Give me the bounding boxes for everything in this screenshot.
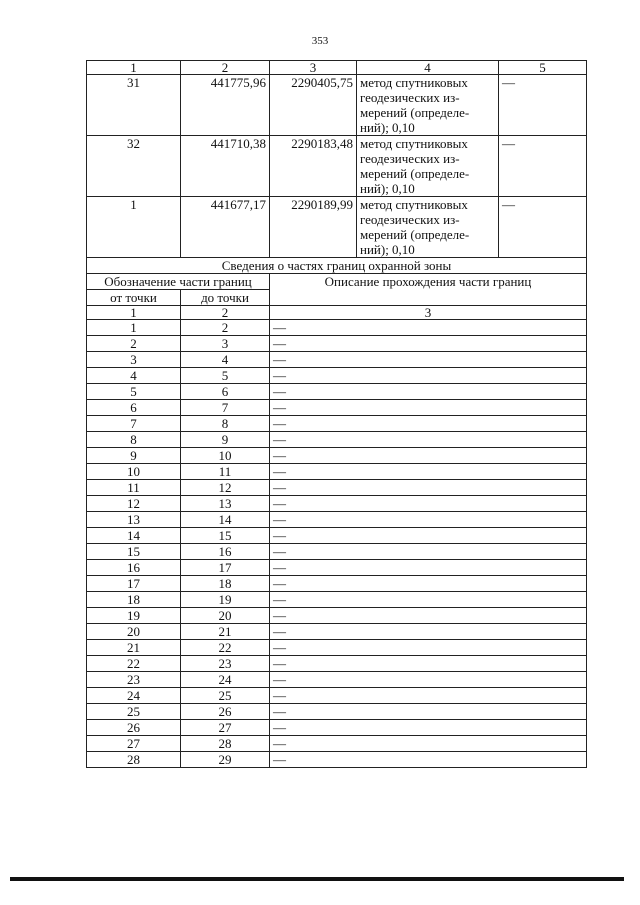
part-row bbox=[87, 464, 587, 480]
part-row bbox=[87, 576, 587, 592]
part-row bbox=[87, 624, 587, 640]
method-line: ний); 0,10 bbox=[360, 120, 415, 135]
part-row bbox=[87, 608, 587, 624]
from-point: 20 bbox=[87, 624, 181, 640]
to-point: 5 bbox=[181, 368, 270, 384]
part-row bbox=[87, 640, 587, 656]
from-point: 11 bbox=[87, 480, 181, 496]
from-point: 27 bbox=[87, 736, 181, 752]
to-point: 14 bbox=[181, 512, 270, 528]
part-row bbox=[87, 432, 587, 448]
column-number: 1 bbox=[87, 61, 181, 75]
y-coordinate: 2290183,48 bbox=[270, 136, 357, 197]
to-point: 18 bbox=[181, 576, 270, 592]
note-dash: — bbox=[499, 197, 587, 258]
to-point: 16 bbox=[181, 544, 270, 560]
part-description: — bbox=[270, 688, 587, 704]
part-description: — bbox=[270, 640, 587, 656]
y-coordinate: 2290189,99 bbox=[270, 197, 357, 258]
part-description: — bbox=[270, 416, 587, 432]
parts-header-row bbox=[87, 274, 587, 290]
part-row bbox=[87, 448, 587, 464]
to-point: 11 bbox=[181, 464, 270, 480]
part-row bbox=[87, 688, 587, 704]
part-description: — bbox=[270, 448, 587, 464]
method-line: геодезических из- bbox=[360, 151, 460, 166]
part-row bbox=[87, 400, 587, 416]
to-point: 15 bbox=[181, 528, 270, 544]
point-number: 31 bbox=[87, 75, 181, 136]
part-description: — bbox=[270, 560, 587, 576]
from-point: 8 bbox=[87, 432, 181, 448]
part-row bbox=[87, 416, 587, 432]
part-description: — bbox=[270, 368, 587, 384]
from-point: 24 bbox=[87, 688, 181, 704]
part-row bbox=[87, 592, 587, 608]
part-description: — bbox=[270, 608, 587, 624]
method-line: метод спутниковых bbox=[360, 136, 468, 151]
to-point: 22 bbox=[181, 640, 270, 656]
coordinate-row bbox=[87, 75, 587, 136]
part-row bbox=[87, 320, 587, 336]
column-number: 2 bbox=[181, 306, 270, 320]
part-description: — bbox=[270, 704, 587, 720]
part-description: — bbox=[270, 352, 587, 368]
from-point: 12 bbox=[87, 496, 181, 512]
part-description: — bbox=[270, 320, 587, 336]
part-description: — bbox=[270, 752, 587, 768]
from-point: 19 bbox=[87, 608, 181, 624]
part-row bbox=[87, 704, 587, 720]
part-row bbox=[87, 480, 587, 496]
to-point: 26 bbox=[181, 704, 270, 720]
part-description: — bbox=[270, 720, 587, 736]
from-point: 13 bbox=[87, 512, 181, 528]
part-row bbox=[87, 752, 587, 768]
part-description: — bbox=[270, 432, 587, 448]
method-description bbox=[357, 197, 499, 258]
part-description: — bbox=[270, 512, 587, 528]
part-row bbox=[87, 512, 587, 528]
to-point: 23 bbox=[181, 656, 270, 672]
from-point: 5 bbox=[87, 384, 181, 400]
to-point: 10 bbox=[181, 448, 270, 464]
from-point: 2 bbox=[87, 336, 181, 352]
part-row bbox=[87, 368, 587, 384]
to-point: 2 bbox=[181, 320, 270, 336]
part-description: — bbox=[270, 576, 587, 592]
section-title: Сведения о частях границ охранной зоны bbox=[87, 258, 587, 274]
method-line: мерений (определе- bbox=[360, 166, 470, 181]
part-description: — bbox=[270, 672, 587, 688]
to-point-header: до точки bbox=[181, 290, 270, 306]
part-row bbox=[87, 384, 587, 400]
coordinate-row bbox=[87, 136, 587, 197]
from-point-header: от точки bbox=[87, 290, 181, 306]
method-description bbox=[357, 75, 499, 136]
to-point: 3 bbox=[181, 336, 270, 352]
note-dash: — bbox=[499, 75, 587, 136]
to-point: 9 bbox=[181, 432, 270, 448]
method-line: геодезических из- bbox=[360, 90, 460, 105]
method-line: ний); 0,10 bbox=[360, 242, 415, 257]
from-point: 21 bbox=[87, 640, 181, 656]
from-point: 16 bbox=[87, 560, 181, 576]
part-description: — bbox=[270, 464, 587, 480]
to-point: 17 bbox=[181, 560, 270, 576]
column-number: 3 bbox=[270, 306, 587, 320]
part-description: — bbox=[270, 480, 587, 496]
part-row bbox=[87, 336, 587, 352]
column-number: 2 bbox=[181, 61, 270, 75]
column-number: 1 bbox=[87, 306, 181, 320]
method-line: метод спутниковых bbox=[360, 75, 468, 90]
part-description: — bbox=[270, 496, 587, 512]
from-point: 26 bbox=[87, 720, 181, 736]
to-point: 13 bbox=[181, 496, 270, 512]
from-point: 10 bbox=[87, 464, 181, 480]
part-description: — bbox=[270, 528, 587, 544]
column-number: 4 bbox=[357, 61, 499, 75]
to-point: 6 bbox=[181, 384, 270, 400]
section-title-row bbox=[87, 258, 587, 274]
from-point: 15 bbox=[87, 544, 181, 560]
from-point: 18 bbox=[87, 592, 181, 608]
column-number: 5 bbox=[499, 61, 587, 75]
to-point: 24 bbox=[181, 672, 270, 688]
from-point: 22 bbox=[87, 656, 181, 672]
to-point: 20 bbox=[181, 608, 270, 624]
from-point: 14 bbox=[87, 528, 181, 544]
method-line: мерений (определе- bbox=[360, 105, 470, 120]
designation-header: Обозначение части границ bbox=[87, 274, 270, 290]
part-description: — bbox=[270, 592, 587, 608]
description-header: Описание прохождения части границ bbox=[270, 274, 587, 306]
to-point: 29 bbox=[181, 752, 270, 768]
part-row bbox=[87, 672, 587, 688]
to-point: 27 bbox=[181, 720, 270, 736]
to-point: 25 bbox=[181, 688, 270, 704]
boundary-table bbox=[86, 60, 587, 768]
part-description: — bbox=[270, 656, 587, 672]
method-description bbox=[357, 136, 499, 197]
point-number: 1 bbox=[87, 197, 181, 258]
part-row bbox=[87, 720, 587, 736]
to-point: 21 bbox=[181, 624, 270, 640]
part-description: — bbox=[270, 336, 587, 352]
part-row bbox=[87, 496, 587, 512]
coordinate-row bbox=[87, 197, 587, 258]
to-point: 12 bbox=[181, 480, 270, 496]
from-point: 28 bbox=[87, 752, 181, 768]
from-point: 7 bbox=[87, 416, 181, 432]
part-row bbox=[87, 352, 587, 368]
note-dash: — bbox=[499, 136, 587, 197]
from-point: 1 bbox=[87, 320, 181, 336]
part-description: — bbox=[270, 544, 587, 560]
part-row bbox=[87, 736, 587, 752]
from-point: 23 bbox=[87, 672, 181, 688]
to-point: 8 bbox=[181, 416, 270, 432]
part-description: — bbox=[270, 384, 587, 400]
column-number: 3 bbox=[270, 61, 357, 75]
to-point: 28 bbox=[181, 736, 270, 752]
from-point: 3 bbox=[87, 352, 181, 368]
bottom-rule bbox=[10, 877, 624, 881]
part-row bbox=[87, 544, 587, 560]
part-row bbox=[87, 528, 587, 544]
x-coordinate: 441775,96 bbox=[181, 75, 270, 136]
part-row bbox=[87, 656, 587, 672]
x-coordinate: 441710,38 bbox=[181, 136, 270, 197]
from-point: 9 bbox=[87, 448, 181, 464]
from-point: 25 bbox=[87, 704, 181, 720]
part-description: — bbox=[270, 400, 587, 416]
parts-column-number-row bbox=[87, 306, 587, 320]
to-point: 4 bbox=[181, 352, 270, 368]
method-line: мерений (определе- bbox=[360, 227, 470, 242]
method-line: ний); 0,10 bbox=[360, 181, 415, 196]
page-number: 353 bbox=[311, 35, 329, 47]
part-description: — bbox=[270, 624, 587, 640]
from-point: 4 bbox=[87, 368, 181, 384]
column-number-row bbox=[87, 61, 587, 75]
to-point: 7 bbox=[181, 400, 270, 416]
x-coordinate: 441677,17 bbox=[181, 197, 270, 258]
from-point: 17 bbox=[87, 576, 181, 592]
from-point: 6 bbox=[87, 400, 181, 416]
parts-rows bbox=[87, 320, 587, 768]
method-line: геодезических из- bbox=[360, 212, 460, 227]
method-line: метод спутниковых bbox=[360, 197, 468, 212]
part-description: — bbox=[270, 736, 587, 752]
to-point: 19 bbox=[181, 592, 270, 608]
point-number: 32 bbox=[87, 136, 181, 197]
part-row bbox=[87, 560, 587, 576]
y-coordinate: 2290405,75 bbox=[270, 75, 357, 136]
